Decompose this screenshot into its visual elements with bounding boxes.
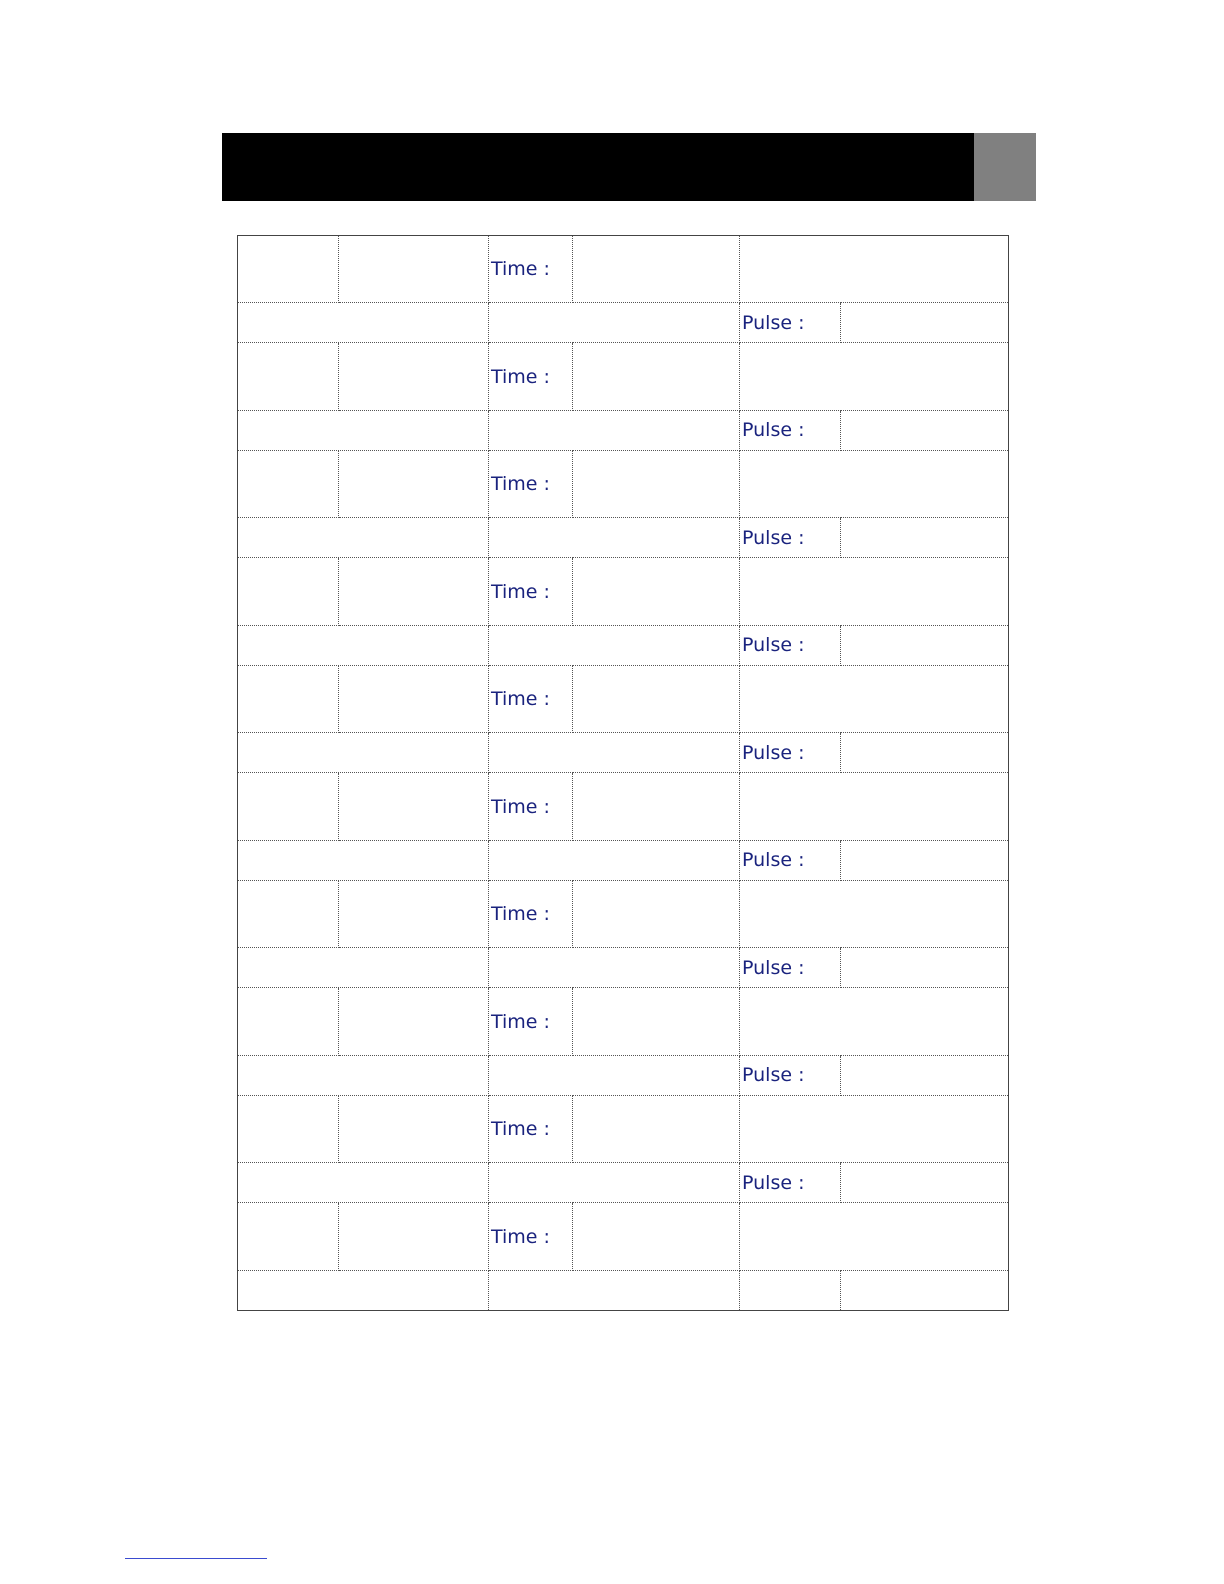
entry-cell-b[interactable] xyxy=(339,1095,489,1162)
pulse-value-cell[interactable] xyxy=(841,625,1009,665)
time-label-cell xyxy=(489,1095,573,1162)
pulse-value-cell[interactable] xyxy=(841,303,1009,343)
entry-cell-a[interactable] xyxy=(238,558,339,625)
time-label-cell xyxy=(489,988,573,1055)
entry-sub-cell-a[interactable] xyxy=(238,625,489,665)
pulse-label: Pulse : xyxy=(742,1064,805,1087)
pulse-label: Pulse : xyxy=(742,1171,805,1194)
entry-cell-b[interactable] xyxy=(339,773,489,840)
time-label-cell xyxy=(489,450,573,517)
entry-cell-a[interactable] xyxy=(238,988,339,1055)
entry-subrow xyxy=(238,840,1009,880)
entry-cell-b[interactable] xyxy=(339,236,489,303)
time-label: Time : xyxy=(491,365,550,388)
log-body xyxy=(238,236,1009,1311)
time-label: Time : xyxy=(491,688,550,711)
entry-notes-cell[interactable] xyxy=(740,1095,1009,1162)
entry-cell-a[interactable] xyxy=(238,773,339,840)
pulse-value-cell[interactable] xyxy=(841,1163,1009,1203)
entry-sub-cell-b[interactable] xyxy=(489,303,740,343)
time-value-cell[interactable] xyxy=(573,1095,740,1162)
pulse-value-cell[interactable] xyxy=(841,948,1009,988)
entry-cell-b[interactable] xyxy=(339,665,489,732)
pulse-value-cell[interactable] xyxy=(841,1270,1009,1310)
pulse-label: Pulse : xyxy=(742,956,805,979)
entry-sub-cell-b[interactable] xyxy=(489,948,740,988)
entry-row xyxy=(238,665,1009,732)
time-label: Time : xyxy=(491,1010,550,1033)
entry-notes-cell[interactable] xyxy=(740,450,1009,517)
header-band xyxy=(222,133,1036,201)
pulse-label-cell xyxy=(740,1270,841,1310)
time-label-cell xyxy=(489,773,573,840)
pulse-label-cell xyxy=(740,1055,841,1095)
time-label-cell xyxy=(489,343,573,410)
time-label-cell xyxy=(489,236,573,303)
entry-subrow xyxy=(238,1270,1009,1310)
entry-subrow xyxy=(238,1055,1009,1095)
entry-cell-a[interactable] xyxy=(238,1203,339,1270)
entry-sub-cell-a[interactable] xyxy=(238,1270,489,1310)
entry-row xyxy=(238,880,1009,947)
time-label: Time : xyxy=(491,795,550,818)
entry-row xyxy=(238,236,1009,303)
entry-row xyxy=(238,1095,1009,1162)
time-value-cell[interactable] xyxy=(573,558,740,625)
entry-notes-cell[interactable] xyxy=(740,1203,1009,1270)
entry-cell-b[interactable] xyxy=(339,988,489,1055)
entry-notes-cell[interactable] xyxy=(740,773,1009,840)
pulse-value-cell[interactable] xyxy=(841,840,1009,880)
entry-notes-cell[interactable] xyxy=(740,558,1009,625)
entry-sub-cell-b[interactable] xyxy=(489,1055,740,1095)
pulse-label: Pulse : xyxy=(742,741,805,764)
pulse-value-cell[interactable] xyxy=(841,518,1009,558)
entry-cell-a[interactable] xyxy=(238,880,339,947)
time-label: Time : xyxy=(491,580,550,603)
pulse-label: Pulse : xyxy=(742,849,805,872)
entry-sub-cell-b[interactable] xyxy=(489,410,740,450)
time-value-cell[interactable] xyxy=(573,1203,740,1270)
entry-sub-cell-a[interactable] xyxy=(238,733,489,773)
time-label: Time : xyxy=(491,1225,550,1248)
entry-row xyxy=(238,988,1009,1055)
time-value-cell[interactable] xyxy=(573,988,740,1055)
pulse-label: Pulse : xyxy=(742,419,805,442)
entry-sub-cell-a[interactable] xyxy=(238,948,489,988)
log-table xyxy=(237,235,1009,1311)
time-value-cell[interactable] xyxy=(573,236,740,303)
time-label-cell xyxy=(489,558,573,625)
entry-notes-cell[interactable] xyxy=(740,988,1009,1055)
time-label: Time : xyxy=(491,258,550,281)
pulse-label-cell xyxy=(740,518,841,558)
entry-row xyxy=(238,1203,1009,1270)
entry-sub-cell-b[interactable] xyxy=(489,1270,740,1310)
pulse-label: Pulse : xyxy=(742,634,805,657)
entry-subrow xyxy=(238,625,1009,665)
entry-subrow xyxy=(238,948,1009,988)
entry-sub-cell-a[interactable] xyxy=(238,303,489,343)
entry-sub-cell-a[interactable] xyxy=(238,410,489,450)
entry-row xyxy=(238,558,1009,625)
pulse-label: Pulse : xyxy=(742,526,805,549)
entry-cell-a[interactable] xyxy=(238,1095,339,1162)
pulse-label-cell xyxy=(740,410,841,450)
entry-cell-a[interactable] xyxy=(238,665,339,732)
time-label-cell xyxy=(489,880,573,947)
footnote-rule xyxy=(125,1558,267,1559)
pulse-value-cell[interactable] xyxy=(841,410,1009,450)
entry-cell-a[interactable] xyxy=(238,450,339,517)
time-label: Time : xyxy=(491,903,550,926)
time-label: Time : xyxy=(491,1118,550,1141)
header-tab xyxy=(974,133,1036,201)
time-label: Time : xyxy=(491,473,550,496)
entry-cell-b[interactable] xyxy=(339,1203,489,1270)
entry-cell-b[interactable] xyxy=(339,880,489,947)
time-value-cell[interactable] xyxy=(573,343,740,410)
entry-cell-b[interactable] xyxy=(339,343,489,410)
time-label-cell xyxy=(489,665,573,732)
entry-sub-cell-a[interactable] xyxy=(238,840,489,880)
pulse-label-cell xyxy=(740,625,841,665)
entry-notes-cell[interactable] xyxy=(740,665,1009,732)
pulse-label-cell xyxy=(740,303,841,343)
pulse-label-cell xyxy=(740,948,841,988)
entry-sub-cell-a[interactable] xyxy=(238,518,489,558)
pulse-label-cell xyxy=(740,840,841,880)
pulse-label-cell xyxy=(740,1163,841,1203)
entry-subrow xyxy=(238,733,1009,773)
time-value-cell[interactable] xyxy=(573,773,740,840)
pulse-value-cell[interactable] xyxy=(841,1055,1009,1095)
entry-notes-cell[interactable] xyxy=(740,343,1009,410)
entry-subrow xyxy=(238,410,1009,450)
entry-sub-cell-b[interactable] xyxy=(489,840,740,880)
entry-subrow xyxy=(238,1163,1009,1203)
entry-sub-cell-b[interactable] xyxy=(489,518,740,558)
time-value-cell[interactable] xyxy=(573,450,740,517)
entry-sub-cell-a[interactable] xyxy=(238,1163,489,1203)
time-value-cell[interactable] xyxy=(573,880,740,947)
entry-row xyxy=(238,773,1009,840)
entry-row xyxy=(238,343,1009,410)
entry-sub-cell-b[interactable] xyxy=(489,625,740,665)
entry-sub-cell-b[interactable] xyxy=(489,1163,740,1203)
pulse-value-cell[interactable] xyxy=(841,733,1009,773)
pulse-label-cell xyxy=(740,733,841,773)
entry-cell-b[interactable] xyxy=(339,450,489,517)
entry-notes-cell[interactable] xyxy=(740,880,1009,947)
entry-cell-a[interactable] xyxy=(238,343,339,410)
time-label-cell xyxy=(489,1203,573,1270)
entry-subrow xyxy=(238,518,1009,558)
entry-cell-a[interactable] xyxy=(238,236,339,303)
entry-sub-cell-a[interactable] xyxy=(238,1055,489,1095)
time-value-cell[interactable] xyxy=(573,665,740,732)
entry-subrow xyxy=(238,303,1009,343)
entry-row xyxy=(238,450,1009,517)
entry-cell-b[interactable] xyxy=(339,558,489,625)
entry-sub-cell-b[interactable] xyxy=(489,733,740,773)
pulse-label: Pulse : xyxy=(742,311,805,334)
entry-notes-cell[interactable] xyxy=(740,236,1009,303)
